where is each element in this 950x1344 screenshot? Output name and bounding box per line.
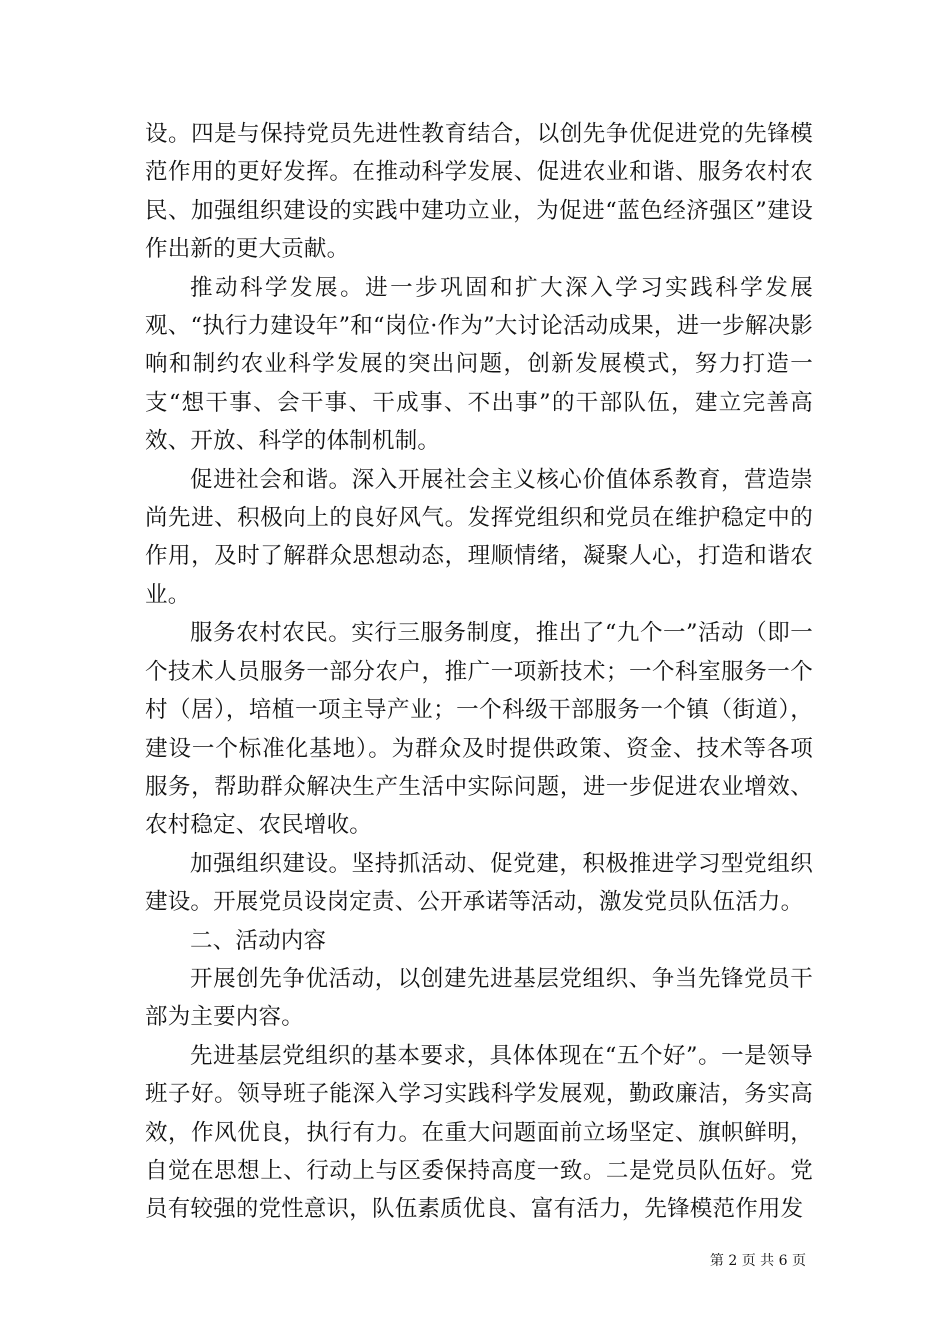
paragraph-social-harmony: 促进社会和谐。深入开展社会主义核心价值体系教育，营造崇尚先进、积极向上的良好风气。发挥党组织和党员在维护稳定中的作用，及时了解群众思想动态，理顺情绪，凝聚人心，打造和谐农业。: [145, 466, 813, 608]
paragraph-activity-intro: 开展创先争优活动，以创建先进基层党组织、争当先锋党员干部为主要内容。: [145, 965, 813, 1031]
section-heading-activity-content: 二、活动内容: [190, 927, 327, 954]
paragraph-organization-building: 加强组织建设。坚持抓活动、促党建，积极推进学习型党组织建设。开展党员设岗定责、公开承诺等活动，激发党员队伍活力。: [145, 850, 813, 916]
paragraph-promote-development: 推动科学发展。进一步巩固和扩大深入学习实践科学发展观、“执行力建设年”和“岗位·作为”大讨论活动成果，进一步解决影响和制约农业科学发展的突出问题，创新发展模式，努力打造一支“想干事、会干事、干成事、不出事”的干部队伍，建立完善高效、开放、科学的体制机制。: [145, 274, 813, 455]
page-number: 第 2 页 共 6 页: [709, 1253, 806, 1269]
paragraph-five-goods: 先进基层党组织的基本要求，具体体现在“五个好”。一是领导班子好。领导班子能深入学习实践科学发展观，勤政廉洁，务实高效，作风优良，执行有力。在重大问题面前立场坚定、旗帜鲜明，自觉在思想上、行动上与区委保持高度一致。二是党员队伍好。党员有较强的党性意识，队伍素质优良、富有活力，先锋模范作用发: [145, 1042, 813, 1223]
document-body: [145, 115, 813, 1229]
paragraph-continuation: 设。四是与保持党员先进性教育结合，以创先争优促进党的先锋模范作用的更好发挥。在推动科学发展、促进农业和谐、服务农村农民、加强组织建设的实践中建功立业，为促进“蓝色经济强区”建设作出新的更大贡献。: [145, 121, 813, 263]
paragraph-serve-farmers: 服务农村农民。实行三服务制度，推出了“九个一”活动（即一个技术人员服务一部分农户，推广一项新技术；一个科室服务一个村（居），培植一项主导产业；一个科级干部服务一个镇（街道），建设一个标准化基地）。为群众及时提供政策、资金、技术等各项服务，帮助群众解决生产生活中实际问题，进一步促进农业增效、农村稳定、农民增收。: [145, 620, 813, 839]
